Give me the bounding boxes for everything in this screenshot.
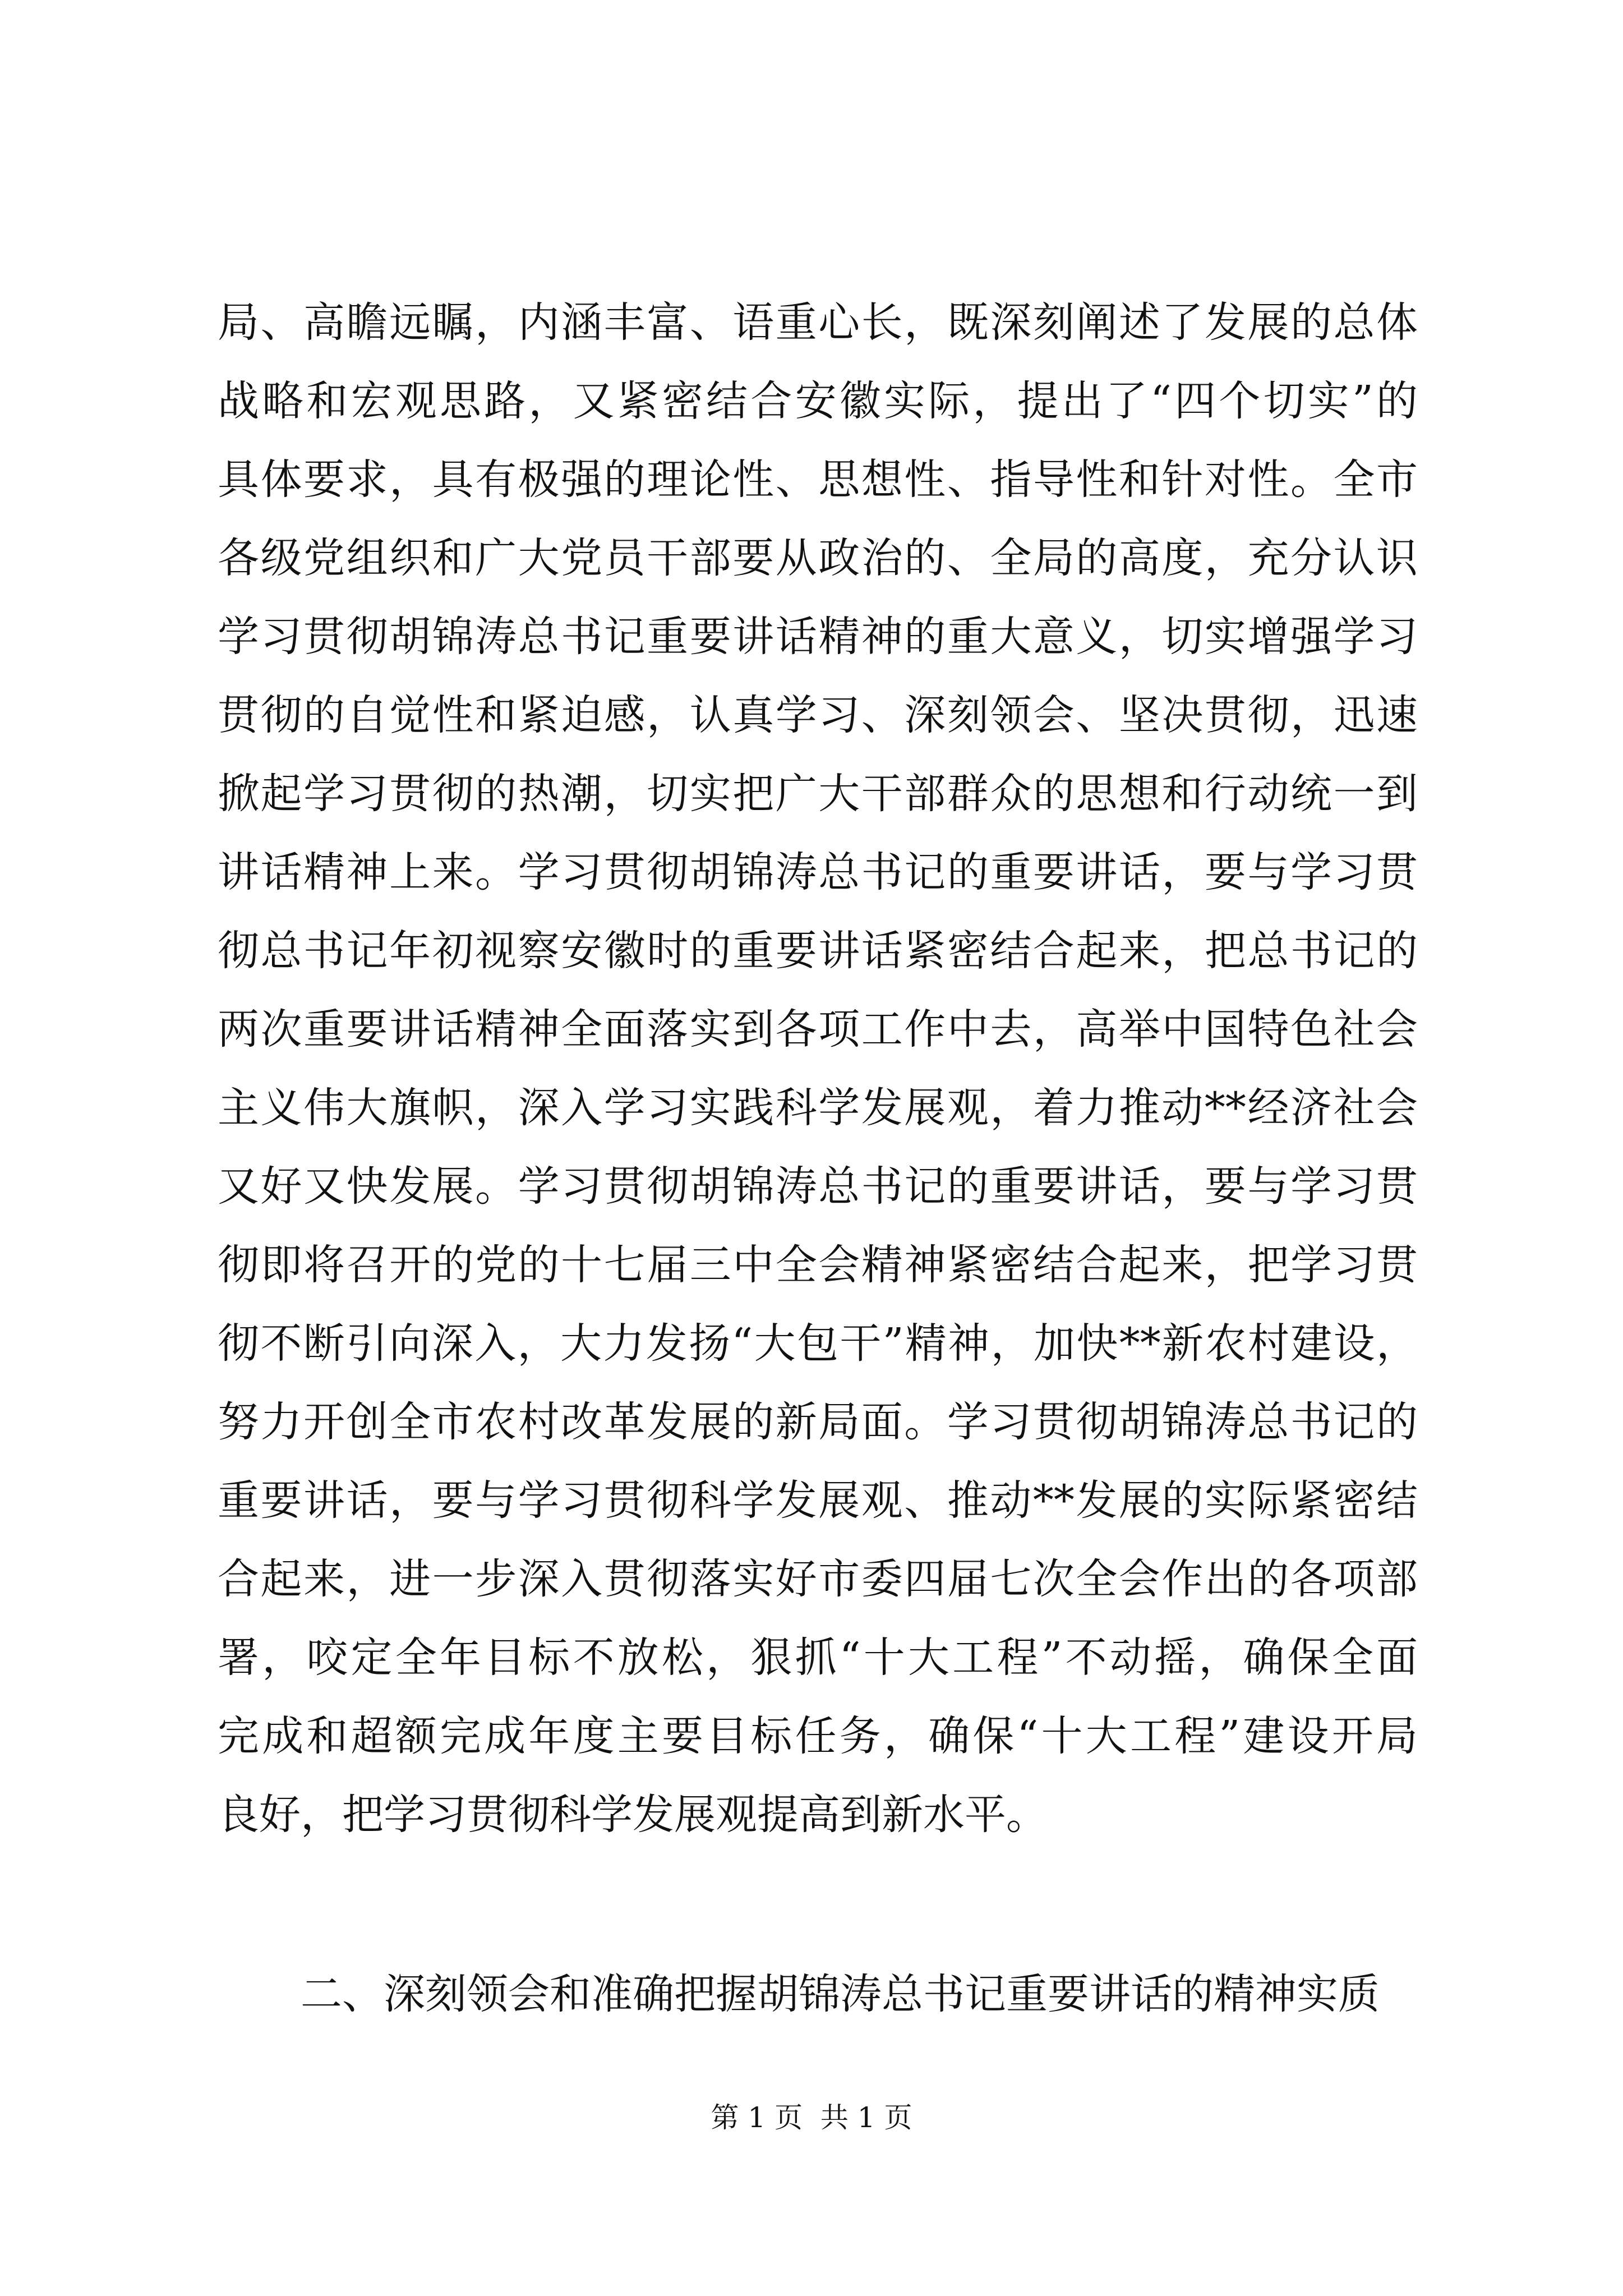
body-line: 彻不断引向深入，大力发扬“大包干”精神，加快**新农村建设， [218, 1319, 1418, 1368]
body-line: 讲话精神上来。学习贯彻胡锦涛总书记的重要讲话，要与学习贯 [218, 848, 1418, 896]
body-line: 贯彻的自觉性和紧迫感，认真学习、深刻领会、坚决贯彻，迅速 [218, 691, 1418, 739]
body-line: 具体要求，具有极强的理论性、思想性、指导性和针对性。全市 [218, 455, 1418, 504]
body-line: 主义伟大旗帜，深入学习实践科学发展观，着力推动**经济社会 [218, 1084, 1418, 1132]
body-line: 又好又快发展。学习贯彻胡锦涛总书记的重要讲话，要与学习贯 [218, 1162, 1418, 1211]
body-line: 署，咬定全年目标不放松，狠抓“十大工程”不动摇，确保全面 [218, 1634, 1418, 1682]
body-line: 彻总书记年初视察安徽时的重要讲话紧密结合起来，把总书记的 [218, 927, 1418, 975]
body-line: 学习贯彻胡锦涛总书记重要讲话精神的重大意义，切实增强学习 [218, 613, 1418, 661]
body-line: 彻即将召开的党的十七届三中全会精神紧密结合起来，把学习贯 [218, 1241, 1418, 1289]
section-heading: 二、深刻领会和准确把握胡锦涛总书记重要讲话的精神实质 [301, 1970, 1380, 2018]
body-line: 战略和宏观思路，又紧密结合安徽实际，提出了“四个切实”的 [218, 377, 1418, 425]
body-line: 各级党组织和广大党员干部要从政治的、全局的高度，充分认识 [218, 534, 1418, 582]
body-line: 两次重要讲话精神全面落实到各项工作中去，高举中国特色社会 [218, 1005, 1418, 1053]
body-paragraph [218, 283, 1418, 1854]
body-line: 努力开创全市农村改革发展的新局面。学习贯彻胡锦涛总书记的 [218, 1398, 1418, 1446]
body-line: 良好，把学习贯彻科学发展观提高到新水平。 [218, 1791, 1048, 1839]
body-line: 重要讲话，要与学习贯彻科学发展观、推动**发展的实际紧密结 [218, 1476, 1418, 1525]
body-line: 完成和超额完成年度主要目标任务，确保“十大工程”建设开局 [218, 1712, 1418, 1760]
body-line: 局、高瞻远瞩，内涵丰富、语重心长，既深刻阐述了发展的总体 [218, 298, 1418, 347]
body-line: 掀起学习贯彻的热潮，切实把广大干部群众的思想和行动统一到 [218, 770, 1418, 818]
page-number-footer: 第 1 页 共 1 页 [711, 2101, 912, 2134]
body-line: 合起来，进一步深入贯彻落实好市委四届七次全会作出的各项部 [218, 1555, 1418, 1603]
